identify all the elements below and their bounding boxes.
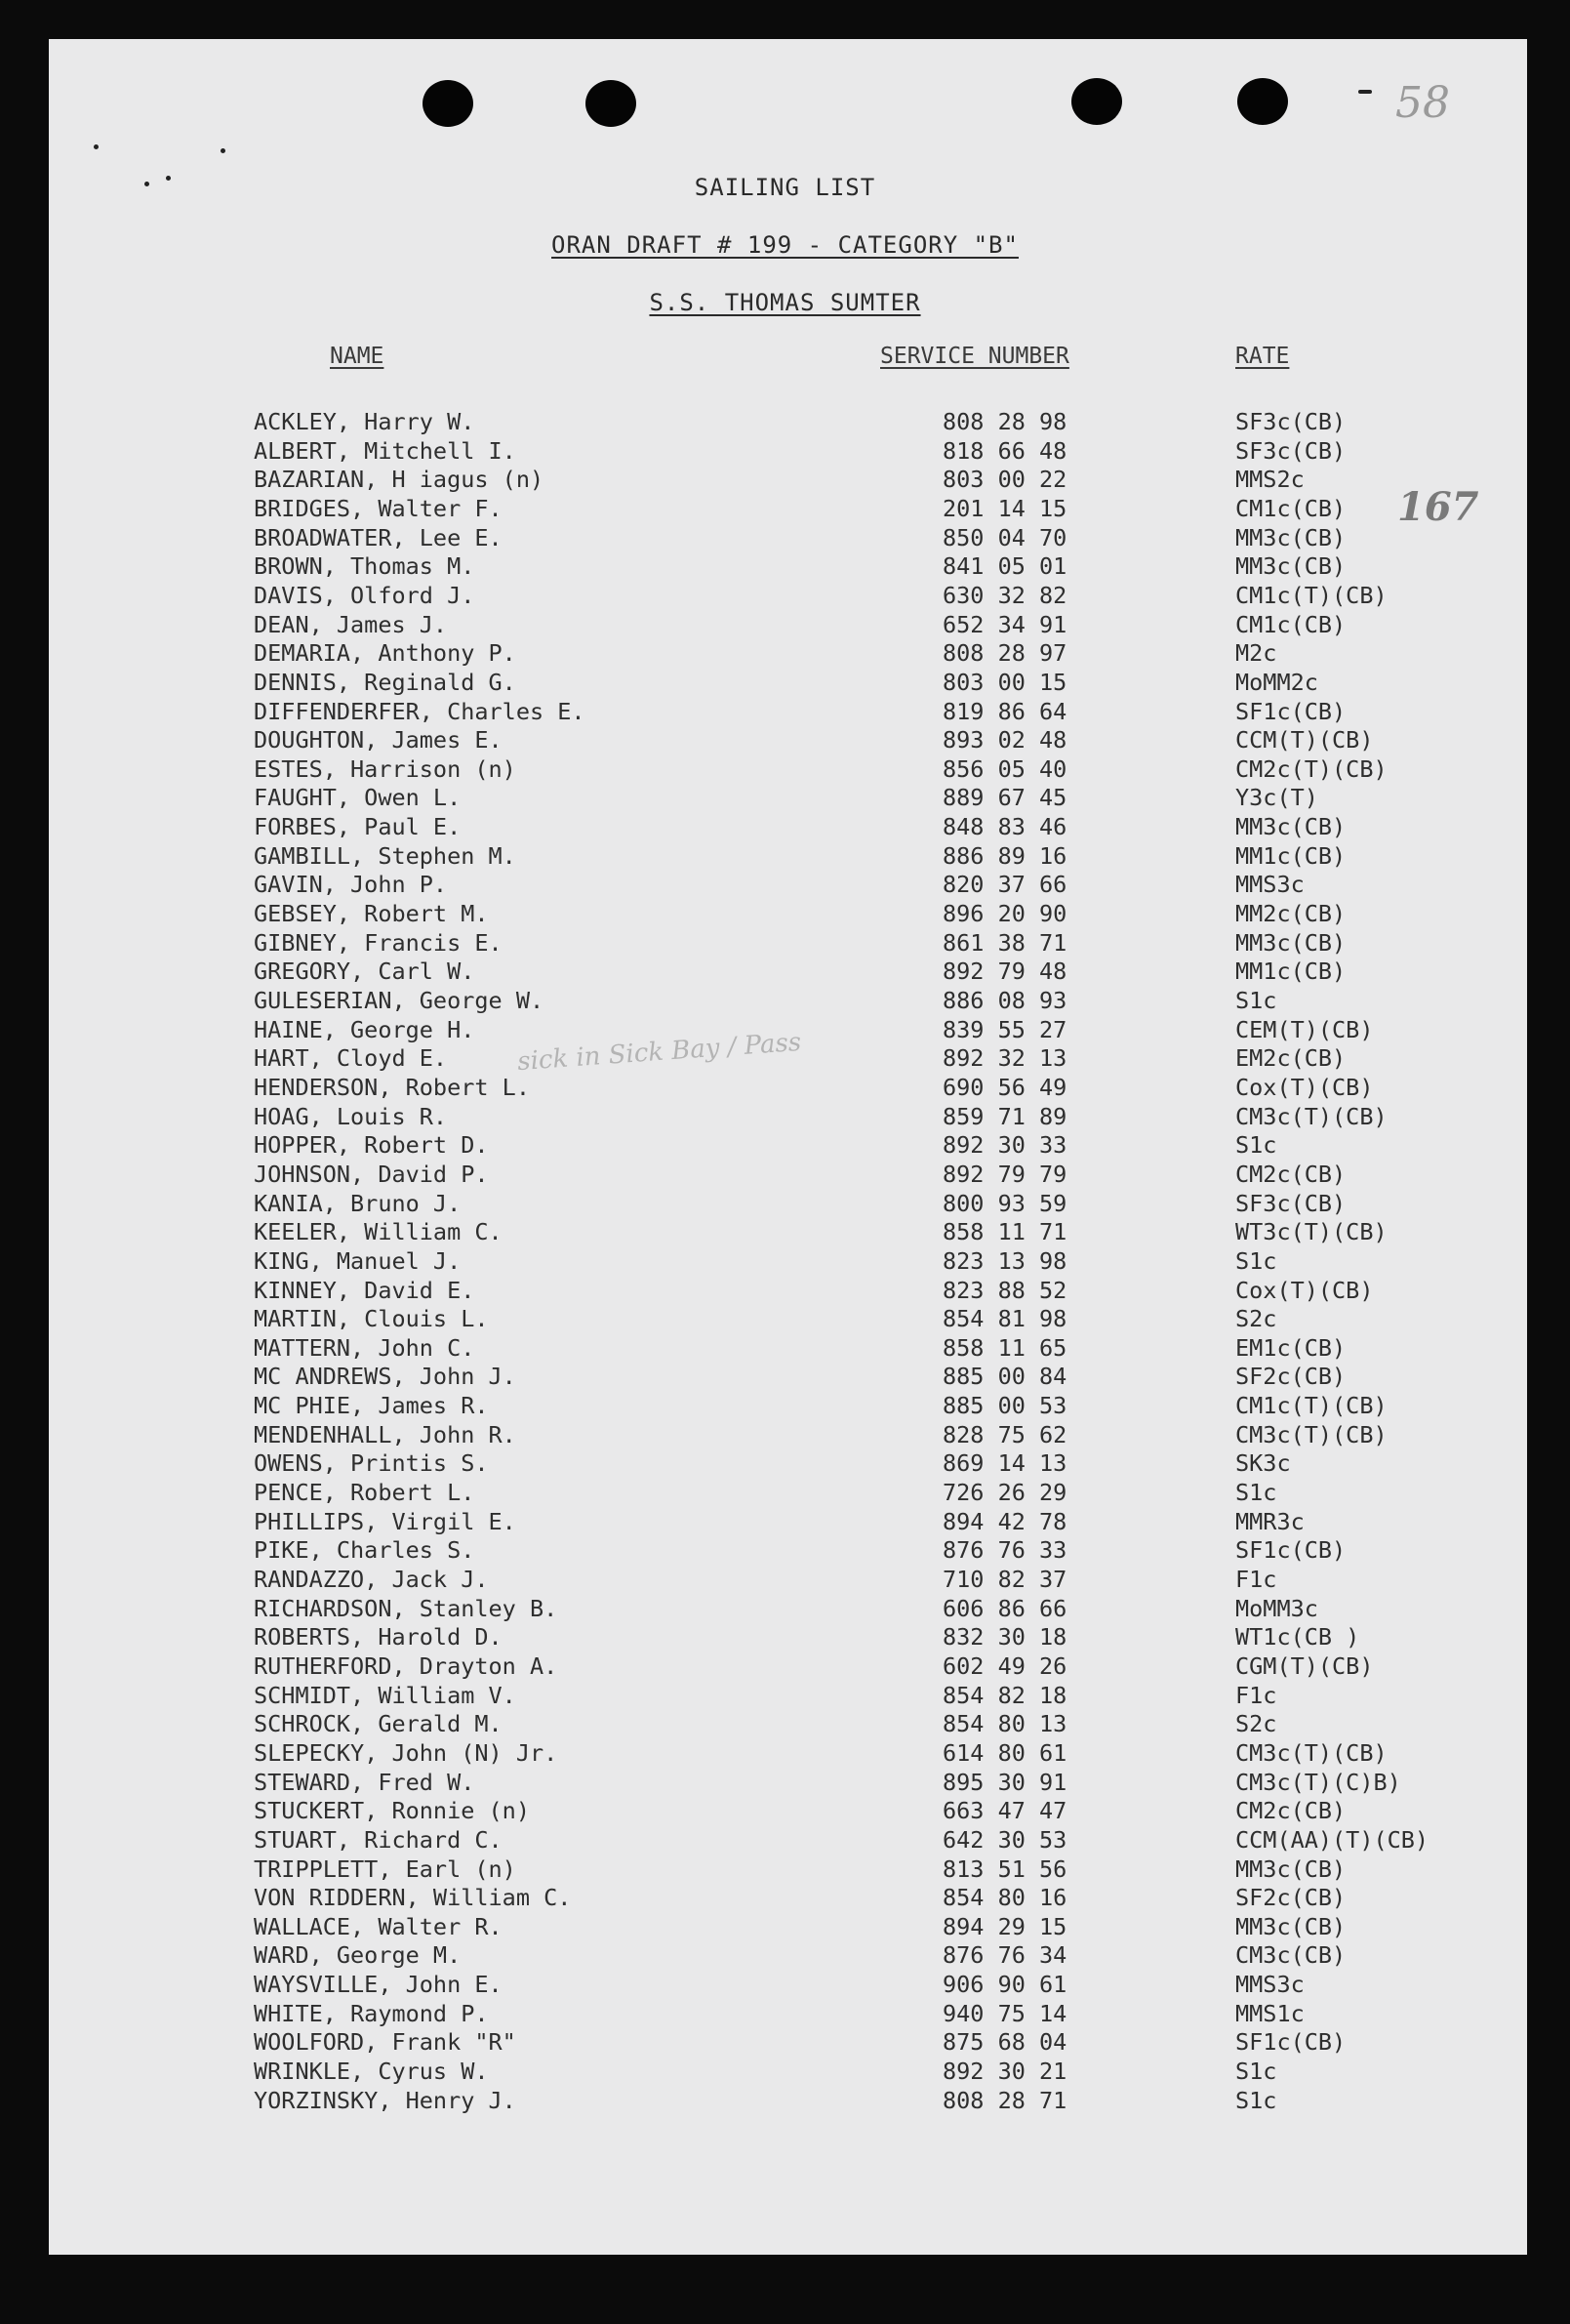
row-name: HAINE, George H. [254,1015,475,1043]
ship-heading: S.S. THOMAS SUMTER [649,289,921,316]
table-row [0,1508,1570,1537]
row-rate: WT1c(CB ) [1235,1623,1360,1651]
row-rate: Cox(T)(CB) [1235,1073,1374,1101]
row-rate: CM3c(T)(CB) [1235,1102,1388,1130]
row-service-number: 818 66 48 [943,436,1067,465]
row-rate: SK3c [1235,1449,1291,1478]
row-name: SCHMIDT, William V. [254,1681,516,1709]
table-row [0,1797,1570,1826]
column-header-rate: RATE [1235,344,1290,369]
row-name: FORBES, Paul E. [254,813,462,841]
row-service-number: 875 68 04 [943,2028,1067,2057]
row-name: BRIDGES, Walter F. [254,494,503,522]
table-row [0,1623,1570,1652]
table-row [0,1334,1570,1364]
row-service-number: 854 80 13 [943,1710,1067,1738]
table-row [0,408,1570,437]
row-name: FAUGHT, Owen L. [254,784,462,812]
row-service-number: 710 82 37 [943,1566,1067,1593]
row-name: PENCE, Robert L. [254,1479,475,1507]
row-name: STUART, Richard C. [254,1825,503,1854]
row-service-number: 726 26 29 [943,1479,1067,1507]
row-name: GULESERIAN, George W. [254,987,544,1014]
table-row [0,1016,1570,1045]
row-service-number: 839 55 27 [943,1015,1067,1043]
table-row [0,1536,1570,1566]
row-name: ESTES, Harrison (n) [254,754,516,783]
row-name: RUTHERFORD, Drayton A. [254,1651,558,1680]
table-row [0,1103,1570,1132]
table-row [0,639,1570,669]
table-row [0,466,1570,495]
row-name: RICHARDSON, Stanley B. [254,1594,558,1622]
table-row [0,1710,1570,1739]
row-rate: MMS2c [1235,466,1305,494]
table-row [0,669,1570,698]
row-name: MARTIN, Clouis L. [254,1305,489,1333]
row-rate: SF2c(CB) [1235,1884,1347,1912]
row-name: WAYSVILLE, John E. [254,1971,503,1999]
row-service-number: 803 00 15 [943,668,1067,696]
document-title: SAILING LIST [694,174,876,201]
table-row [0,842,1570,872]
row-service-number: 906 90 61 [943,1971,1067,1999]
speck-mark [1358,90,1372,94]
row-service-number: 800 93 59 [943,1189,1067,1217]
row-rate: F1c [1235,1681,1277,1709]
row-rate: CEM(T)(CB) [1235,1015,1374,1043]
punch-hole [1237,78,1288,125]
column-header-service-number: SERVICE NUMBER [880,344,1069,369]
row-service-number: 808 28 98 [943,408,1067,435]
draft-heading: ORAN DRAFT # 199 - CATEGORY "B" [551,231,1019,259]
row-service-number: 823 13 98 [943,1246,1067,1275]
table-row [0,1392,1570,1421]
row-service-number: 856 05 40 [943,754,1067,783]
table-row [0,1769,1570,1798]
table-row [0,1161,1570,1190]
table-row [0,1971,1570,2000]
row-name: DEMARIA, Anthony P. [254,639,516,668]
table-row [0,552,1570,582]
row-rate: CM2c(T)(CB) [1235,754,1388,783]
table-row [0,1247,1570,1277]
row-service-number: 808 28 97 [943,639,1067,668]
row-service-number: 663 47 47 [943,1797,1067,1825]
row-name: WOOLFORD, Frank "R" [254,2028,516,2057]
table-row [0,1479,1570,1508]
row-service-number: 889 67 45 [943,784,1067,812]
row-rate: CM3c(T)(CB) [1235,1738,1388,1767]
row-service-number: 854 80 16 [943,1884,1067,1912]
table-row [0,1941,1570,1971]
row-name: BAZARIAN, H iagus (n) [254,466,544,494]
row-rate: CM2c(CB) [1235,1797,1347,1825]
row-rate: CM1c(T)(CB) [1235,581,1388,609]
row-rate: WT3c(T)(CB) [1235,1218,1388,1246]
speck-mark [94,144,99,149]
table-row [0,987,1570,1016]
table-row [0,2058,1570,2087]
table-row [0,871,1570,900]
row-rate: S1c [1235,2086,1277,2114]
table-row [0,1074,1570,1103]
row-service-number: 940 75 14 [943,1999,1067,2027]
row-name: PHILLIPS, Virgil E. [254,1507,516,1535]
row-service-number: 894 29 15 [943,1912,1067,1940]
row-service-number: 602 49 26 [943,1651,1067,1680]
table-row [0,1190,1570,1219]
row-rate: S2c [1235,1305,1277,1333]
row-rate: S1c [1235,2058,1277,2086]
table-row [0,611,1570,640]
table-row [0,1305,1570,1334]
row-rate: MM3c(CB) [1235,523,1347,551]
handwritten-margin-note: sick in Sick Bay / Pass [516,1027,803,1078]
row-service-number: 859 71 89 [943,1102,1067,1130]
row-rate: S1c [1235,987,1277,1014]
table-row [0,1884,1570,1913]
row-rate: SF3c(CB) [1235,408,1347,435]
row-rate: Y3c(T) [1235,784,1318,812]
row-name: HENDERSON, Robert L. [254,1073,530,1101]
stamp-number: 167 [1397,484,1479,530]
row-rate: EM2c(CB) [1235,1044,1347,1073]
table-row [0,1855,1570,1885]
table-row [0,2087,1570,2116]
row-name: OWENS, Printis S. [254,1449,489,1478]
row-name: STEWARD, Fred W. [254,1768,475,1796]
row-rate: CCM(T)(CB) [1235,726,1374,754]
row-service-number: 690 56 49 [943,1073,1067,1101]
row-name: PIKE, Charles S. [254,1536,475,1565]
row-service-number: 606 86 66 [943,1594,1067,1622]
row-rate: EM1c(CB) [1235,1333,1347,1362]
table-row [0,1044,1570,1074]
row-service-number: 854 81 98 [943,1305,1067,1333]
row-name: KEELER, William C. [254,1218,503,1246]
row-rate: MM3c(CB) [1235,1912,1347,1940]
row-rate: MM3c(CB) [1235,928,1347,957]
table-row [0,1652,1570,1682]
row-service-number: 892 79 79 [943,1160,1067,1188]
row-service-number: 869 14 13 [943,1449,1067,1478]
row-service-number: 820 37 66 [943,871,1067,899]
row-rate: S2c [1235,1710,1277,1738]
row-name: BROWN, Thomas M. [254,552,475,581]
row-rate: M2c [1235,639,1277,668]
row-rate: F1c [1235,1566,1277,1593]
row-name: MC ANDREWS, John J. [254,1363,516,1391]
row-name: WARD, George M. [254,1941,462,1970]
row-name: MATTERN, John C. [254,1333,475,1362]
row-service-number: 892 30 21 [943,2058,1067,2086]
row-service-number: 886 89 16 [943,841,1067,870]
row-rate: MM2c(CB) [1235,900,1347,928]
row-rate: MM3c(CB) [1235,552,1347,581]
row-service-number: 630 32 82 [943,581,1067,609]
row-name: SLEPECKY, John (N) Jr. [254,1738,558,1767]
row-service-number: 861 38 71 [943,928,1067,957]
row-name: GEBSEY, Robert M. [254,900,489,928]
row-service-number: 885 00 53 [943,1392,1067,1420]
row-rate: MoMM2c [1235,668,1318,696]
row-rate: MMS1c [1235,1999,1305,2027]
row-rate: MMR3c [1235,1507,1305,1535]
table-row [0,2028,1570,2058]
row-name: VON RIDDERN, William C. [254,1884,572,1912]
row-name: SCHROCK, Gerald M. [254,1710,503,1738]
row-rate: CM3c(T)(CB) [1235,1420,1388,1448]
row-rate: Cox(T)(CB) [1235,1276,1374,1304]
row-rate: CM1c(CB) [1235,610,1347,638]
row-rate: SF1c(CB) [1235,2028,1347,2057]
row-service-number: 885 00 84 [943,1363,1067,1391]
row-rate: CM2c(CB) [1235,1160,1347,1188]
row-name: ROBERTS, Harold D. [254,1623,503,1651]
row-rate: MM1c(CB) [1235,841,1347,870]
row-rate: SF1c(CB) [1235,697,1347,725]
row-name: DENNIS, Reginald G. [254,668,516,696]
row-service-number: 652 34 91 [943,610,1067,638]
row-name: WALLACE, Walter R. [254,1912,503,1940]
row-service-number: 892 30 33 [943,1131,1067,1160]
row-rate: CM3c(CB) [1235,1941,1347,1970]
table-row [0,1449,1570,1479]
row-name: DIFFENDERFER, Charles E. [254,697,585,725]
punch-hole [423,80,473,127]
row-service-number: 823 88 52 [943,1276,1067,1304]
row-name: ACKLEY, Harry W. [254,408,475,435]
table-row [0,1595,1570,1624]
row-name: GIBNEY, Francis E. [254,928,503,957]
row-service-number: 832 30 18 [943,1623,1067,1651]
table-row [0,524,1570,553]
table-row [0,726,1570,755]
table-row [0,1277,1570,1306]
row-rate: CM1c(T)(CB) [1235,1392,1388,1420]
row-name: HART, Cloyd E. [254,1044,448,1073]
row-service-number: 803 00 22 [943,466,1067,494]
row-service-number: 886 08 93 [943,987,1067,1014]
row-service-number: 854 82 18 [943,1681,1067,1709]
row-rate: S1c [1235,1131,1277,1160]
row-rate: MMS3c [1235,1971,1305,1999]
table-row [0,1682,1570,1711]
row-name: WHITE, Raymond P. [254,1999,489,2027]
page-number: 58 [1395,78,1450,128]
row-service-number: 894 42 78 [943,1507,1067,1535]
row-service-number: 808 28 71 [943,2086,1067,2114]
row-service-number: 893 02 48 [943,726,1067,754]
row-rate: S1c [1235,1246,1277,1275]
table-row [0,813,1570,842]
row-name: RANDAZZO, Jack J. [254,1566,489,1593]
table-row [0,698,1570,727]
table-row [0,1421,1570,1450]
row-service-number: 841 05 01 [943,552,1067,581]
row-service-number: 876 76 33 [943,1536,1067,1565]
row-service-number: 201 14 15 [943,494,1067,522]
row-name: HOPPER, Robert D. [254,1131,489,1160]
row-service-number: 895 30 91 [943,1768,1067,1796]
row-name: JOHNSON, David P. [254,1160,489,1188]
row-service-number: 828 75 62 [943,1420,1067,1448]
row-rate: SF2c(CB) [1235,1363,1347,1391]
row-rate: CGM(T)(CB) [1235,1651,1374,1680]
row-rate: MMS3c [1235,871,1305,899]
row-rate: MM1c(CB) [1235,958,1347,986]
row-service-number: 850 04 70 [943,523,1067,551]
row-name: STUCKERT, Ronnie (n) [254,1797,530,1825]
row-rate: MM3c(CB) [1235,813,1347,841]
row-service-number: 858 11 65 [943,1333,1067,1362]
row-name: KANIA, Bruno J. [254,1189,462,1217]
punch-hole [1071,78,1122,125]
table-row [0,929,1570,958]
row-rate: MM3c(CB) [1235,1855,1347,1883]
table-row [0,784,1570,813]
row-name: DOUGHTON, James E. [254,726,503,754]
table-row [0,1739,1570,1769]
row-service-number: 896 20 90 [943,900,1067,928]
row-rate: S1c [1235,1479,1277,1507]
row-name: GAVIN, John P. [254,871,448,899]
table-row [0,1363,1570,1392]
row-name: HOAG, Louis R. [254,1102,448,1130]
column-header-name: NAME [330,344,384,369]
row-name: MC PHIE, James R. [254,1392,489,1420]
row-service-number: 876 76 34 [943,1941,1067,1970]
table-row [0,1566,1570,1595]
row-name: MENDENHALL, John R. [254,1420,516,1448]
row-service-number: 858 11 71 [943,1218,1067,1246]
row-rate: MoMM3c [1235,1594,1318,1622]
table-row [0,1826,1570,1855]
row-rate: SF3c(CB) [1235,1189,1347,1217]
table-row [0,755,1570,785]
row-name: ALBERT, Mitchell I. [254,436,516,465]
row-name: WRINKLE, Cyrus W. [254,2058,489,2086]
row-name: BROADWATER, Lee E. [254,523,503,551]
row-name: GREGORY, Carl W. [254,958,475,986]
table-row [0,1218,1570,1247]
speck-mark [221,148,225,153]
row-name: KINNEY, David E. [254,1276,475,1304]
row-name: KING, Manuel J. [254,1246,462,1275]
table-row [0,2000,1570,2029]
row-rate: CM1c(CB) [1235,494,1347,522]
row-service-number: 614 80 61 [943,1738,1067,1767]
row-service-number: 642 30 53 [943,1825,1067,1854]
row-service-number: 892 79 48 [943,958,1067,986]
table-row [0,1913,1570,1942]
row-rate: SF1c(CB) [1235,1536,1347,1565]
table-row [0,582,1570,611]
row-service-number: 813 51 56 [943,1855,1067,1883]
row-name: TRIPPLETT, Earl (n) [254,1855,516,1883]
row-service-number: 819 86 64 [943,697,1067,725]
row-name: YORZINSKY, Henry J. [254,2086,516,2114]
table-row [0,958,1570,987]
row-service-number: 848 83 46 [943,813,1067,841]
punch-hole [585,80,636,127]
table-row [0,495,1570,524]
row-rate: CM3c(T)(C)B) [1235,1768,1401,1796]
row-rate: CCM(AA)(T)(CB) [1235,1825,1429,1854]
row-service-number: 892 32 13 [943,1044,1067,1073]
row-rate: SF3c(CB) [1235,436,1347,465]
row-name: DAVIS, Olford J. [254,581,475,609]
row-name: DEAN, James J. [254,610,448,638]
table-row [0,900,1570,929]
table-row [0,437,1570,467]
row-name: GAMBILL, Stephen M. [254,841,516,870]
table-row [0,1131,1570,1161]
